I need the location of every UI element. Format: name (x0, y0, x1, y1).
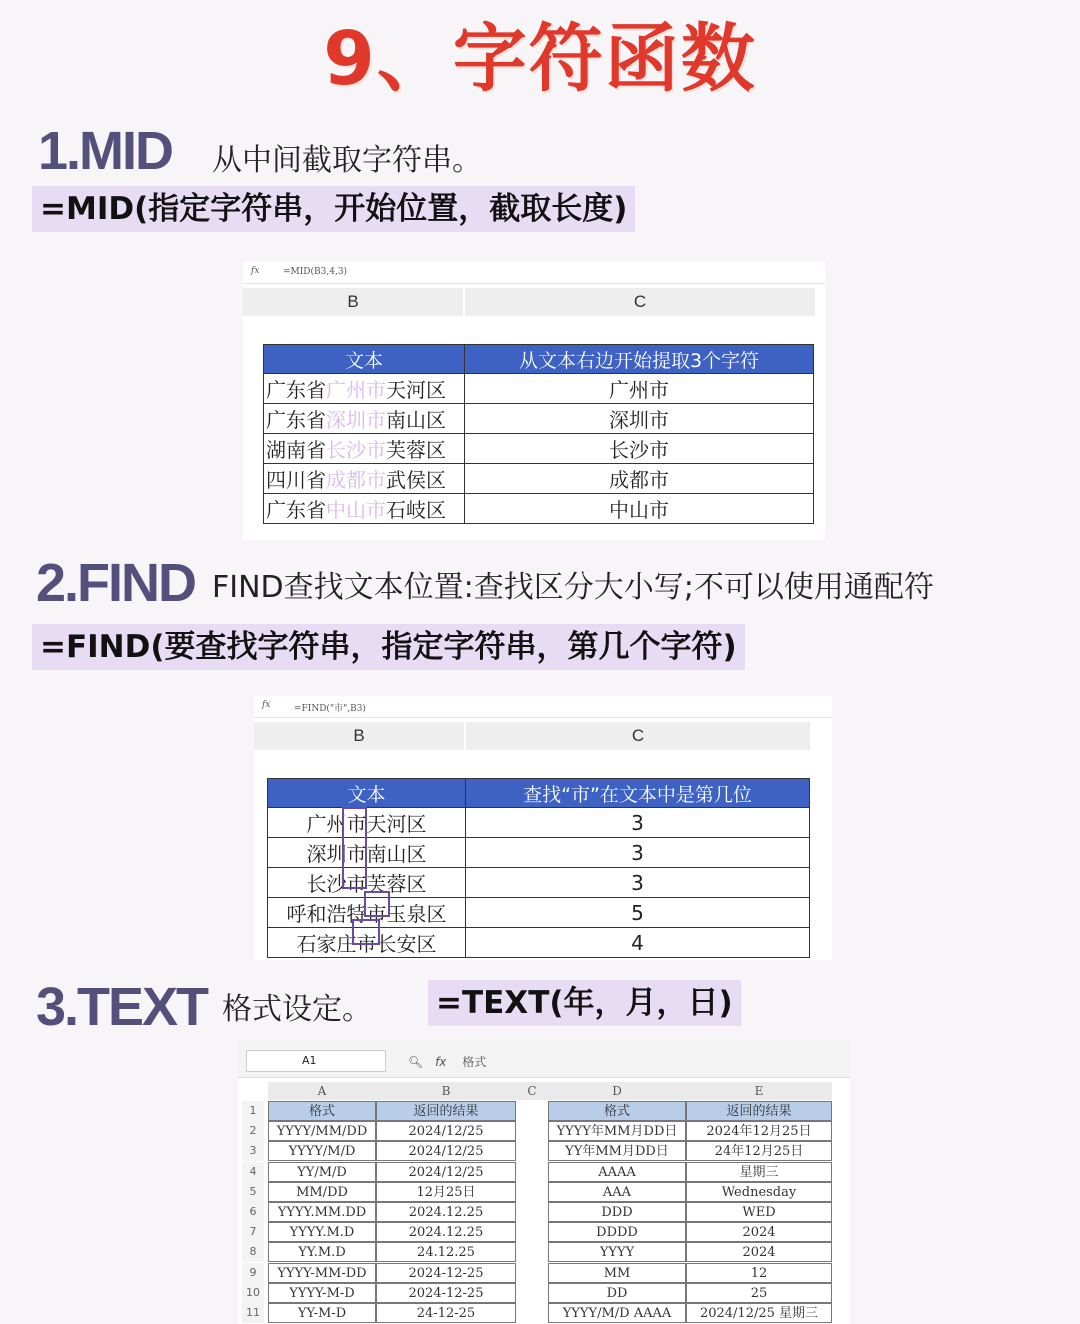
mid-col-b[interactable]: B (243, 288, 463, 316)
mid-extract: 深圳市 (326, 408, 386, 432)
page-title: 9、字符函数 (323, 16, 757, 102)
table-header-cell[interactable]: 返回的结果 (686, 1101, 832, 1121)
section-mid-title: 1.MID (38, 121, 173, 181)
find-screenshot (254, 696, 832, 960)
table-cell[interactable]: MM/DD (268, 1182, 376, 1202)
row-header[interactable]: 4 (242, 1162, 264, 1182)
section-text-desc: 格式设定。 (222, 992, 372, 1027)
table-cell[interactable]: 24.12.25 (376, 1242, 516, 1262)
mid-extract: 长沙市 (326, 438, 386, 462)
row-header[interactable]: 8 (242, 1242, 264, 1262)
table-cell[interactable]: AAAA (548, 1162, 686, 1182)
section-mid-desc: 从中间截取字符串。 (212, 143, 482, 178)
table-cell[interactable]: 2024/12/25 (376, 1162, 516, 1182)
table-cell[interactable]: 2024 (686, 1222, 832, 1242)
table-cell[interactable]: 2024 (686, 1242, 832, 1262)
table-cell[interactable]: 2024/12/25 (376, 1141, 516, 1161)
table-row (264, 374, 814, 404)
row-header[interactable]: 5 (242, 1182, 264, 1202)
mid-text-cell[interactable] (264, 464, 465, 494)
table-cell[interactable]: YYYY/M/D AAAA (548, 1303, 686, 1323)
table-cell[interactable]: YY/M/D (268, 1162, 376, 1182)
table-cell[interactable]: 25 (686, 1283, 832, 1303)
table-cell[interactable]: YY-M-D (268, 1303, 376, 1323)
mid-extract: 成都市 (326, 468, 386, 492)
table-cell[interactable]: YYYY-MM-DD (268, 1263, 376, 1283)
mid-col-c[interactable]: C (465, 288, 815, 316)
mid-suffix: 天河区 (386, 378, 446, 402)
mid-text-cell[interactable] (264, 434, 465, 464)
section-find-desc: FIND查找文本位置:查找区分大小写;不可以使用通配符 (212, 570, 934, 605)
formula-bar[interactable] (408, 1053, 486, 1070)
mid-prefix: 广东省 (266, 378, 326, 402)
table-cell[interactable]: 2024.12.25 (376, 1202, 516, 1222)
fx-icon: fx (262, 700, 271, 710)
row-header[interactable]: 11 (242, 1303, 264, 1323)
column-header-b[interactable]: B (376, 1082, 516, 1100)
table-cell[interactable]: 2024年12月25日 (686, 1121, 832, 1141)
table-cell[interactable]: AAA (548, 1182, 686, 1202)
mid-result-cell[interactable]: 长沙市 (465, 434, 814, 464)
column-header-d[interactable]: D (548, 1082, 686, 1100)
mid-suffix: 芙蓉区 (386, 438, 446, 462)
mid-prefix: 湖南省 (266, 438, 326, 462)
table-cell[interactable]: 2024-12-25 (376, 1263, 516, 1283)
find-result-cell[interactable]: 3 (466, 868, 810, 898)
table-row (268, 898, 810, 928)
section-text-formula: =TEXT(年，月，日) (428, 980, 741, 1026)
table-cell[interactable]: 24年12月25日 (686, 1141, 832, 1161)
table-row (264, 494, 814, 524)
find-col-c[interactable]: C (466, 722, 810, 750)
table-cell[interactable]: 12 (686, 1263, 832, 1283)
table-header-cell[interactable]: 格式 (548, 1101, 686, 1121)
mid-header-text: 文本 (264, 345, 465, 374)
mid-screenshot (243, 262, 825, 540)
table-cell[interactable]: YYYY.MM.DD (268, 1202, 376, 1222)
row-header[interactable]: 10 (242, 1283, 264, 1303)
fx-icon: fx (435, 1055, 447, 1069)
table-cell[interactable]: YYYY/MM/DD (268, 1121, 376, 1141)
column-header-a[interactable]: A (268, 1082, 376, 1100)
table-cell[interactable]: 2024/12/25 星期三 (686, 1303, 832, 1323)
find-formula-text: =FIND("市",B3) (294, 704, 366, 714)
mid-prefix: 广东省 (266, 408, 326, 432)
table-cell[interactable]: YYYY.M.D (268, 1222, 376, 1242)
table-cell[interactable]: YY.M.D (268, 1242, 376, 1262)
table-cell[interactable]: MM (548, 1263, 686, 1283)
mid-formula-text: =MID(B3,4,3) (283, 267, 348, 277)
highlight-box-shi (364, 891, 390, 917)
find-result-cell[interactable]: 5 (466, 898, 810, 928)
table-cell[interactable]: DD (548, 1283, 686, 1303)
table-cell[interactable]: DDDD (548, 1222, 686, 1242)
section-find-title: 2.FIND (36, 553, 196, 613)
mid-suffix: 南山区 (386, 408, 446, 432)
table-cell[interactable]: YYYY年MM月DD日 (548, 1121, 686, 1141)
table-header-cell[interactable]: 格式 (268, 1101, 376, 1121)
row-header[interactable]: 3 (242, 1141, 264, 1161)
table-cell[interactable]: 2024/12/25 (376, 1121, 516, 1141)
table-row (268, 928, 810, 958)
find-col-b[interactable]: B (254, 722, 464, 750)
mid-suffix: 武侯区 (386, 468, 446, 492)
highlight-box-shi (342, 807, 367, 889)
mid-suffix: 石岐区 (386, 498, 446, 522)
table-cell[interactable]: WED (686, 1202, 832, 1222)
formula-value: 格式 (462, 1055, 487, 1069)
text-spreadsheet (238, 1040, 850, 1324)
find-text-cell[interactable]: 深圳市南山区 (268, 838, 466, 868)
find-header-text: 文本 (268, 779, 466, 808)
find-formula-bar (254, 696, 832, 718)
mid-text-cell[interactable] (264, 404, 465, 434)
mid-formula-bar (243, 262, 825, 284)
mid-result-cell[interactable]: 广州市 (465, 374, 814, 404)
find-result-cell[interactable]: 4 (466, 928, 810, 958)
table-cell[interactable]: YY年MM月DD日 (548, 1141, 686, 1161)
fx-icon: fx (251, 266, 260, 276)
name-box[interactable]: A1 (246, 1050, 386, 1072)
mid-result-cell[interactable]: 成都市 (465, 464, 814, 494)
column-header-c[interactable]: C (516, 1082, 548, 1100)
row-header[interactable]: 2 (242, 1121, 264, 1141)
table-cell[interactable]: 星期三 (686, 1162, 832, 1182)
mid-result-cell[interactable]: 深圳市 (465, 404, 814, 434)
find-result-cell[interactable]: 3 (466, 838, 810, 868)
table-cell[interactable]: 2024-12-25 (376, 1283, 516, 1303)
highlight-box-shi (352, 919, 380, 945)
section-text-title: 3.TEXT (36, 977, 208, 1037)
mid-text-cell[interactable] (264, 374, 465, 404)
find-text-cell[interactable]: 广州市天河区 (268, 808, 466, 838)
row-header[interactable]: 1 (242, 1101, 264, 1121)
mid-header-result: 从文本右边开始提取3个字符 (465, 345, 814, 374)
row-header[interactable]: 6 (242, 1202, 264, 1222)
mid-prefix: 四川省 (266, 468, 326, 492)
search-icon: 🔍︎ (408, 1055, 424, 1069)
row-header[interactable]: 9 (242, 1263, 264, 1283)
row-header[interactable]: 7 (242, 1222, 264, 1242)
table-cell[interactable]: YYYY (548, 1242, 686, 1262)
find-text-cell[interactable]: 长沙市芙蓉区 (268, 868, 466, 898)
find-header-result: 查找“市”在文本中是第几位 (466, 779, 810, 808)
find-text-cell[interactable]: 石家庄市长安区 (268, 928, 466, 958)
table-cell[interactable]: 2024.12.25 (376, 1222, 516, 1242)
mid-prefix: 广东省 (266, 498, 326, 522)
section-mid-formula: =MID(指定字符串，开始位置，截取长度) (32, 186, 635, 232)
section-find-formula: =FIND(要查找字符串，指定字符串，第几个字符) (32, 624, 745, 670)
table-cell[interactable]: YYYY/M/D (268, 1141, 376, 1161)
spreadsheet-toolbar (238, 1040, 850, 1078)
find-result-cell[interactable]: 3 (466, 808, 810, 838)
table-cell[interactable]: Wednesday (686, 1182, 832, 1202)
mid-extract: 广州市 (326, 378, 386, 402)
table-row (264, 404, 814, 434)
mid-text-cell[interactable] (264, 494, 465, 524)
table-row (264, 464, 814, 494)
table-cell[interactable]: 24-12-25 (376, 1303, 516, 1323)
column-header-e[interactable]: E (686, 1082, 832, 1100)
mid-extract: 中山市 (326, 498, 386, 522)
find-text-cell[interactable]: 呼和浩特市玉泉区 (268, 898, 466, 928)
table-row (264, 434, 814, 464)
table-header-cell[interactable]: 返回的结果 (376, 1101, 516, 1121)
mid-table (263, 344, 814, 524)
mid-result-cell[interactable]: 中山市 (465, 494, 814, 524)
table-cell[interactable]: DDD (548, 1202, 686, 1222)
table-cell[interactable]: YYYY-M-D (268, 1283, 376, 1303)
table-cell[interactable]: 12月25日 (376, 1182, 516, 1202)
